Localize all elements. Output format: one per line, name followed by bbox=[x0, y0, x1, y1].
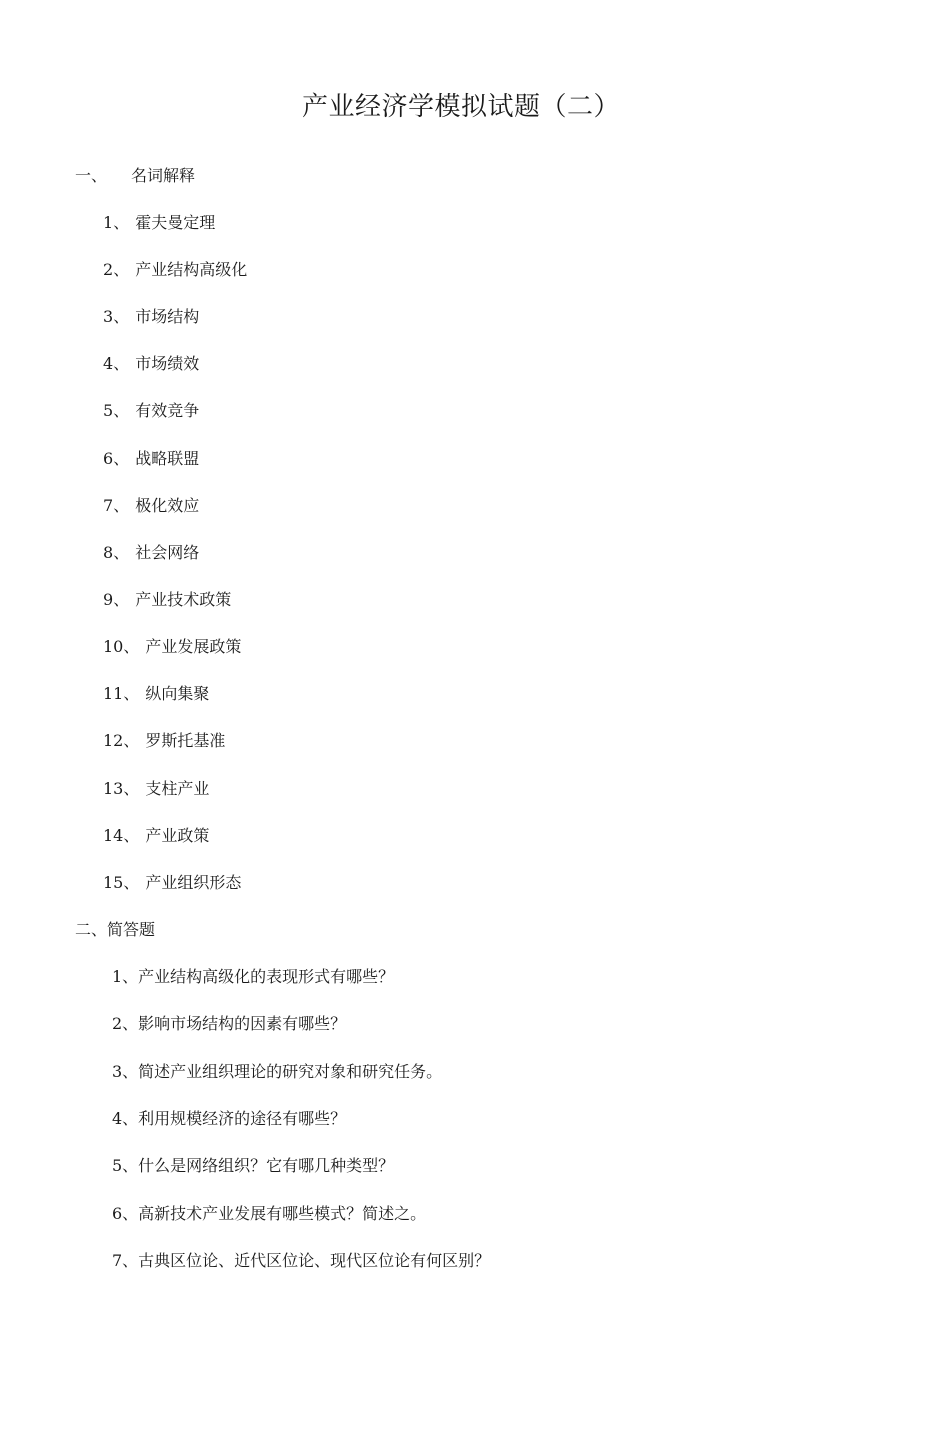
term-number: 1 bbox=[103, 213, 114, 232]
term-separator: 、 bbox=[123, 637, 140, 656]
term-item bbox=[103, 260, 247, 280]
document-title: 产业经济学模拟试题（二） bbox=[301, 92, 620, 122]
question-item: 2、影响市场结构的因素有哪些？ bbox=[112, 1014, 347, 1033]
term-separator: 、 bbox=[123, 731, 140, 750]
term-number: 6 bbox=[103, 449, 114, 468]
term-item bbox=[103, 496, 199, 516]
term-separator: 、 bbox=[113, 590, 130, 609]
term-item bbox=[103, 213, 215, 233]
term-text: 战略联盟 bbox=[135, 449, 200, 468]
term-number: 8 bbox=[103, 543, 114, 562]
term-item bbox=[103, 731, 225, 751]
term-number: 5 bbox=[103, 401, 114, 420]
question-item: 4、利用规模经济的途径有哪些？ bbox=[112, 1109, 347, 1128]
term-separator: 、 bbox=[113, 449, 130, 468]
term-text: 社会网络 bbox=[135, 543, 200, 562]
term-item bbox=[103, 779, 209, 799]
term-separator: 、 bbox=[123, 684, 140, 703]
section1-label: 名词解释 bbox=[131, 166, 196, 185]
term-number: 14 bbox=[103, 826, 124, 845]
term-item bbox=[103, 590, 231, 610]
question-item: 5、什么是网络组织？它有哪几种类型？ bbox=[112, 1156, 395, 1175]
term-item bbox=[103, 684, 209, 704]
question-item: 7、古典区位论、近代区位论、现代区位论有何区别？ bbox=[112, 1251, 491, 1270]
term-item bbox=[103, 873, 241, 893]
term-number: 15 bbox=[103, 873, 124, 892]
term-text: 有效竞争 bbox=[135, 401, 200, 420]
term-number: 4 bbox=[103, 354, 114, 373]
term-item bbox=[103, 826, 209, 846]
term-separator: 、 bbox=[113, 543, 130, 562]
term-separator: 、 bbox=[123, 873, 140, 892]
term-text: 纵向集聚 bbox=[145, 684, 210, 703]
term-text: 产业结构高级化 bbox=[135, 260, 248, 279]
term-separator: 、 bbox=[123, 779, 140, 798]
term-separator: 、 bbox=[113, 307, 130, 326]
term-item bbox=[103, 307, 199, 327]
term-text: 产业发展政策 bbox=[145, 637, 242, 656]
term-text: 支柱产业 bbox=[145, 779, 210, 798]
term-number: 7 bbox=[103, 496, 114, 515]
term-number: 13 bbox=[103, 779, 124, 798]
term-number: 11 bbox=[103, 684, 124, 703]
question-item: 3、简述产业组织理论的研究对象和研究任务。 bbox=[112, 1062, 443, 1081]
question-item: 6、高新技术产业发展有哪些模式？简述之。 bbox=[112, 1204, 427, 1223]
section2-heading: 二、简答题 bbox=[75, 920, 156, 939]
term-separator: 、 bbox=[113, 496, 130, 515]
term-text: 市场绩效 bbox=[135, 354, 200, 373]
question-item: 1、产业结构高级化的表现形式有哪些？ bbox=[112, 967, 395, 986]
term-item bbox=[103, 637, 241, 657]
term-separator: 、 bbox=[113, 213, 130, 232]
term-text: 市场结构 bbox=[135, 307, 200, 326]
term-number: 3 bbox=[103, 307, 114, 326]
term-separator: 、 bbox=[113, 401, 130, 420]
term-text: 产业技术政策 bbox=[135, 590, 232, 609]
term-text: 罗斯托基准 bbox=[145, 731, 226, 750]
term-number: 10 bbox=[103, 637, 124, 656]
term-item bbox=[103, 401, 199, 421]
term-item bbox=[103, 449, 199, 469]
term-separator: 、 bbox=[113, 260, 130, 279]
term-text: 产业政策 bbox=[145, 826, 210, 845]
term-item bbox=[103, 354, 199, 374]
term-text: 产业组织形态 bbox=[145, 873, 242, 892]
term-item bbox=[103, 543, 199, 563]
section1-number: 一、 bbox=[75, 166, 108, 185]
term-number: 12 bbox=[103, 731, 124, 750]
term-separator: 、 bbox=[113, 354, 130, 373]
term-number: 2 bbox=[103, 260, 114, 279]
term-text: 极化效应 bbox=[135, 496, 200, 515]
term-text: 霍夫曼定理 bbox=[135, 213, 216, 232]
term-separator: 、 bbox=[123, 826, 140, 845]
term-number: 9 bbox=[103, 590, 114, 609]
